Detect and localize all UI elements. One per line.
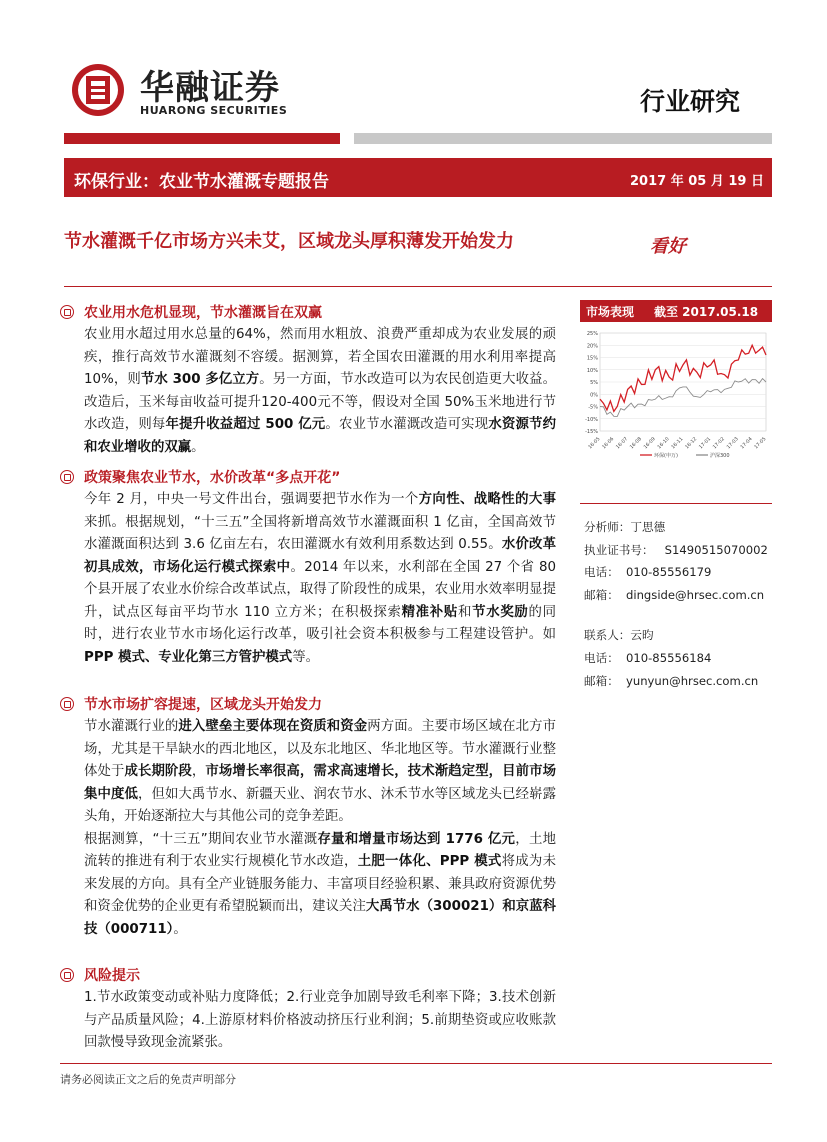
section-market bbox=[60, 694, 556, 941]
bullet-icon bbox=[60, 697, 74, 711]
report-title: 环保行业：农业节水灌溉专题报告 bbox=[74, 172, 329, 192]
section-body bbox=[84, 324, 556, 459]
header-bar-grey bbox=[354, 133, 772, 144]
y-tick-label: 20% bbox=[586, 343, 598, 350]
emphasis-text: 年提升收益超过 500 亿元 bbox=[165, 417, 326, 432]
y-tick-label: -15% bbox=[585, 429, 598, 435]
series-line bbox=[600, 345, 766, 411]
contact-line: 联系人：云昀 bbox=[584, 628, 654, 642]
emphasis-text: 土肥一体化、PPP 模式 bbox=[357, 854, 502, 869]
section-title: 政策聚焦农业节水，水价改革“多点开花” bbox=[60, 467, 556, 489]
market-performance-date: 截至 2017.05.18 bbox=[654, 305, 759, 319]
legend-label: 沪深300 bbox=[710, 453, 730, 459]
email-line-2: 邮箱： yunyun@hrsec.com.cn bbox=[584, 674, 759, 688]
section-body-2 bbox=[84, 829, 556, 942]
y-tick-label: 25% bbox=[586, 331, 598, 337]
x-tick-label: 16-10 bbox=[657, 436, 671, 451]
body-text: 节水灌溉行业的 bbox=[84, 719, 179, 734]
emphasis-text: 水资源节约和农业增收的双赢 bbox=[84, 417, 557, 455]
section-title: 节水市场扩容提速，区域龙头开始发力 bbox=[60, 694, 556, 716]
brand-name-en: HUARONG SECURITIES bbox=[140, 104, 288, 117]
body-text: 。另一方面，节水改造可以为农民创造更大收益。改造后，玉米每亩收益可提升120-400元不等，假设对全国 50%玉米地进行节水改造，则每 bbox=[84, 372, 557, 432]
emphasis-text: 市场增长率很高，需求高速增长，技术渐趋定型，目前市场集中度低 bbox=[84, 764, 557, 802]
body-text: 今年 2 月，中央一号文件出台，强调要把节水作为一个 bbox=[84, 492, 419, 507]
license-line: 执业证书号： S1490515070002 bbox=[584, 543, 768, 557]
email-link[interactable]: yunyun@hrsec.com.cn bbox=[626, 674, 759, 688]
y-tick-label: 0% bbox=[590, 392, 598, 399]
body-text: 。 bbox=[173, 921, 187, 937]
y-tick-label: -10% bbox=[585, 416, 598, 423]
section-body bbox=[84, 489, 556, 669]
body-text: 两方面。主要市场区域在北方市场，尤其是干旱缺水的西北地区，以及东北地区、华北地区等。节水灌溉行业整体处于 bbox=[84, 719, 557, 779]
emphasis-text: 存量和增量市场达到 1776 亿元 bbox=[317, 831, 516, 847]
body-text: 和 bbox=[458, 604, 473, 620]
disclaimer: 请务必阅读正文之后的免责声明部分 bbox=[60, 1073, 236, 1086]
body-text: 等。 bbox=[292, 649, 319, 665]
rating-badge: 看好 bbox=[650, 236, 686, 257]
body-text: 根据测算，“十三五”期间农业节水灌溉 bbox=[84, 831, 318, 847]
x-tick-label: 17-02 bbox=[712, 436, 726, 451]
phone-line-2: 电话： 010-85556184 bbox=[584, 651, 712, 665]
market-performance-label: 市场表现 bbox=[586, 305, 635, 319]
emphasis-text: 节水 300 多亿立方 bbox=[140, 372, 260, 387]
x-tick-label: 16-11 bbox=[671, 436, 685, 451]
body-text: ， bbox=[191, 764, 206, 779]
legend-label: 环保(申万) bbox=[654, 453, 678, 459]
x-tick-label: 17-05 bbox=[754, 436, 768, 451]
sidebar-divider bbox=[580, 503, 772, 504]
x-tick-label: 17-01 bbox=[698, 436, 713, 451]
emphasis-text: 进入壁垒主要体现在资质和资金 bbox=[178, 719, 368, 734]
document-type: 行业研究 bbox=[640, 87, 741, 116]
brand-name-cn: 华融证券 bbox=[140, 68, 280, 108]
emphasis-text: 水价改革初具成效，市场化运行模式探索中 bbox=[84, 537, 557, 575]
section-water-crisis bbox=[60, 302, 556, 459]
x-tick-label: 16-08 bbox=[629, 436, 643, 451]
bullet-icon bbox=[60, 305, 74, 319]
huarong-logo-icon bbox=[70, 62, 126, 118]
emphasis-text: 大禹节水（300021）和京蓝科技（000711） bbox=[84, 899, 557, 937]
header-bar-red bbox=[64, 133, 340, 144]
body-text: 。农业节水灌溉改造可实现 bbox=[325, 417, 489, 432]
footer-divider bbox=[60, 1063, 772, 1064]
section-title: 农业用水危机显现，节水灌溉旨在双赢 bbox=[60, 302, 556, 324]
bullet-icon bbox=[60, 470, 74, 484]
section-risk bbox=[60, 965, 556, 1055]
market-performance-chart bbox=[580, 327, 772, 465]
body-text: 。 bbox=[191, 439, 205, 455]
section-body bbox=[84, 987, 556, 1055]
body-text: 来抓。根据规划，“十三五”全国将新增高效节水灌溉面积 1 亿亩，全国高效节水灌溉面积达到 3.6 亿亩左右，农田灌溉水有效利用系数达到 0.55。 bbox=[84, 514, 556, 552]
body-text: ，土地流转的推进有利于农业实行规模化节水改造， bbox=[84, 831, 557, 869]
y-tick-label: 15% bbox=[586, 355, 598, 362]
analyst-line: 分析师：丁思德 bbox=[584, 520, 666, 534]
headline: 节水灌溉千亿市场方兴未艾，区域龙头厚积薄发开始发力 bbox=[64, 231, 514, 252]
body-text: 。2014 年以来，水利部在全国 27 个省 80 个县开展了农业水价综合改革试点，取得了阶段性的成果，农业用水效率明显提升，试点区每亩平均节水 110 立方米；在积极探索 bbox=[84, 559, 557, 620]
body-text: 将成为未来发展的方向。具有全产业链服务能力、丰富项目经验积累、兼具政府资源优势和资金优势的企业更有希望脱颖而出，建议关注 bbox=[84, 854, 557, 914]
x-tick-label: 17-04 bbox=[740, 436, 754, 451]
x-tick-label: 16-09 bbox=[643, 436, 657, 451]
x-tick-label: 16-07 bbox=[615, 436, 630, 451]
bullet-icon bbox=[60, 968, 74, 982]
y-tick-label: 5% bbox=[590, 380, 598, 386]
email-link[interactable]: dingside@hrsec.com.cn bbox=[626, 588, 765, 602]
section-policy bbox=[60, 467, 556, 669]
y-tick-label: 10% bbox=[586, 367, 598, 374]
body-text: 农业用水超过用水总量的64%，然而用水粗放、浪费严重却成为农业发展的顽疾，推行高效节水灌溉刻不容缓。据测算，若全国农田灌溉的用水利用率提高10%，则 bbox=[84, 327, 556, 387]
emphasis-text: 成长期阶段 bbox=[124, 764, 192, 779]
x-tick-label: 16-12 bbox=[684, 436, 699, 451]
section-body bbox=[84, 716, 556, 829]
y-tick-label: -5% bbox=[588, 404, 598, 411]
report-date: 2017 年 05 月 19 日 bbox=[630, 174, 764, 189]
body-text: ，但如大禹节水、新疆天业、润农节水、沐禾节水等区域龙头已经崭露头角，开始逐渐拉大与其他公司的竞争差距。 bbox=[84, 786, 557, 824]
emphasis-text: 精准补贴 bbox=[401, 604, 458, 620]
section-title: 风险提示 bbox=[60, 965, 556, 987]
body-text: 的同时，进行农业节水市场化运行改革，吸引社会资本积极参与工程建设管护。如 bbox=[84, 604, 557, 642]
x-tick-label: 16-06 bbox=[601, 436, 616, 451]
email-line-1: 邮箱： dingside@hrsec.com.cn bbox=[584, 588, 765, 602]
x-tick-label: 16-05 bbox=[588, 436, 602, 451]
body-text: 1.节水政策变动或补贴力度降低；2.行业竞争加剧导致毛利率下降；3.技术创新与产品质量风险；4.上游原材料价格波动挤压行业利润；5.前期垫资或应收账款回款慢导致现金流紧张。 bbox=[84, 990, 556, 1050]
phone-line-1: 电话： 010-85556179 bbox=[584, 565, 712, 579]
headline-divider bbox=[64, 286, 772, 287]
emphasis-text: PPP 模式、专业化第三方管护模式 bbox=[84, 649, 293, 665]
emphasis-text: 方向性、战略性的大事 bbox=[418, 492, 557, 507]
x-tick-label: 17-03 bbox=[726, 436, 740, 451]
emphasis-text: 节水奖励 bbox=[472, 604, 529, 620]
